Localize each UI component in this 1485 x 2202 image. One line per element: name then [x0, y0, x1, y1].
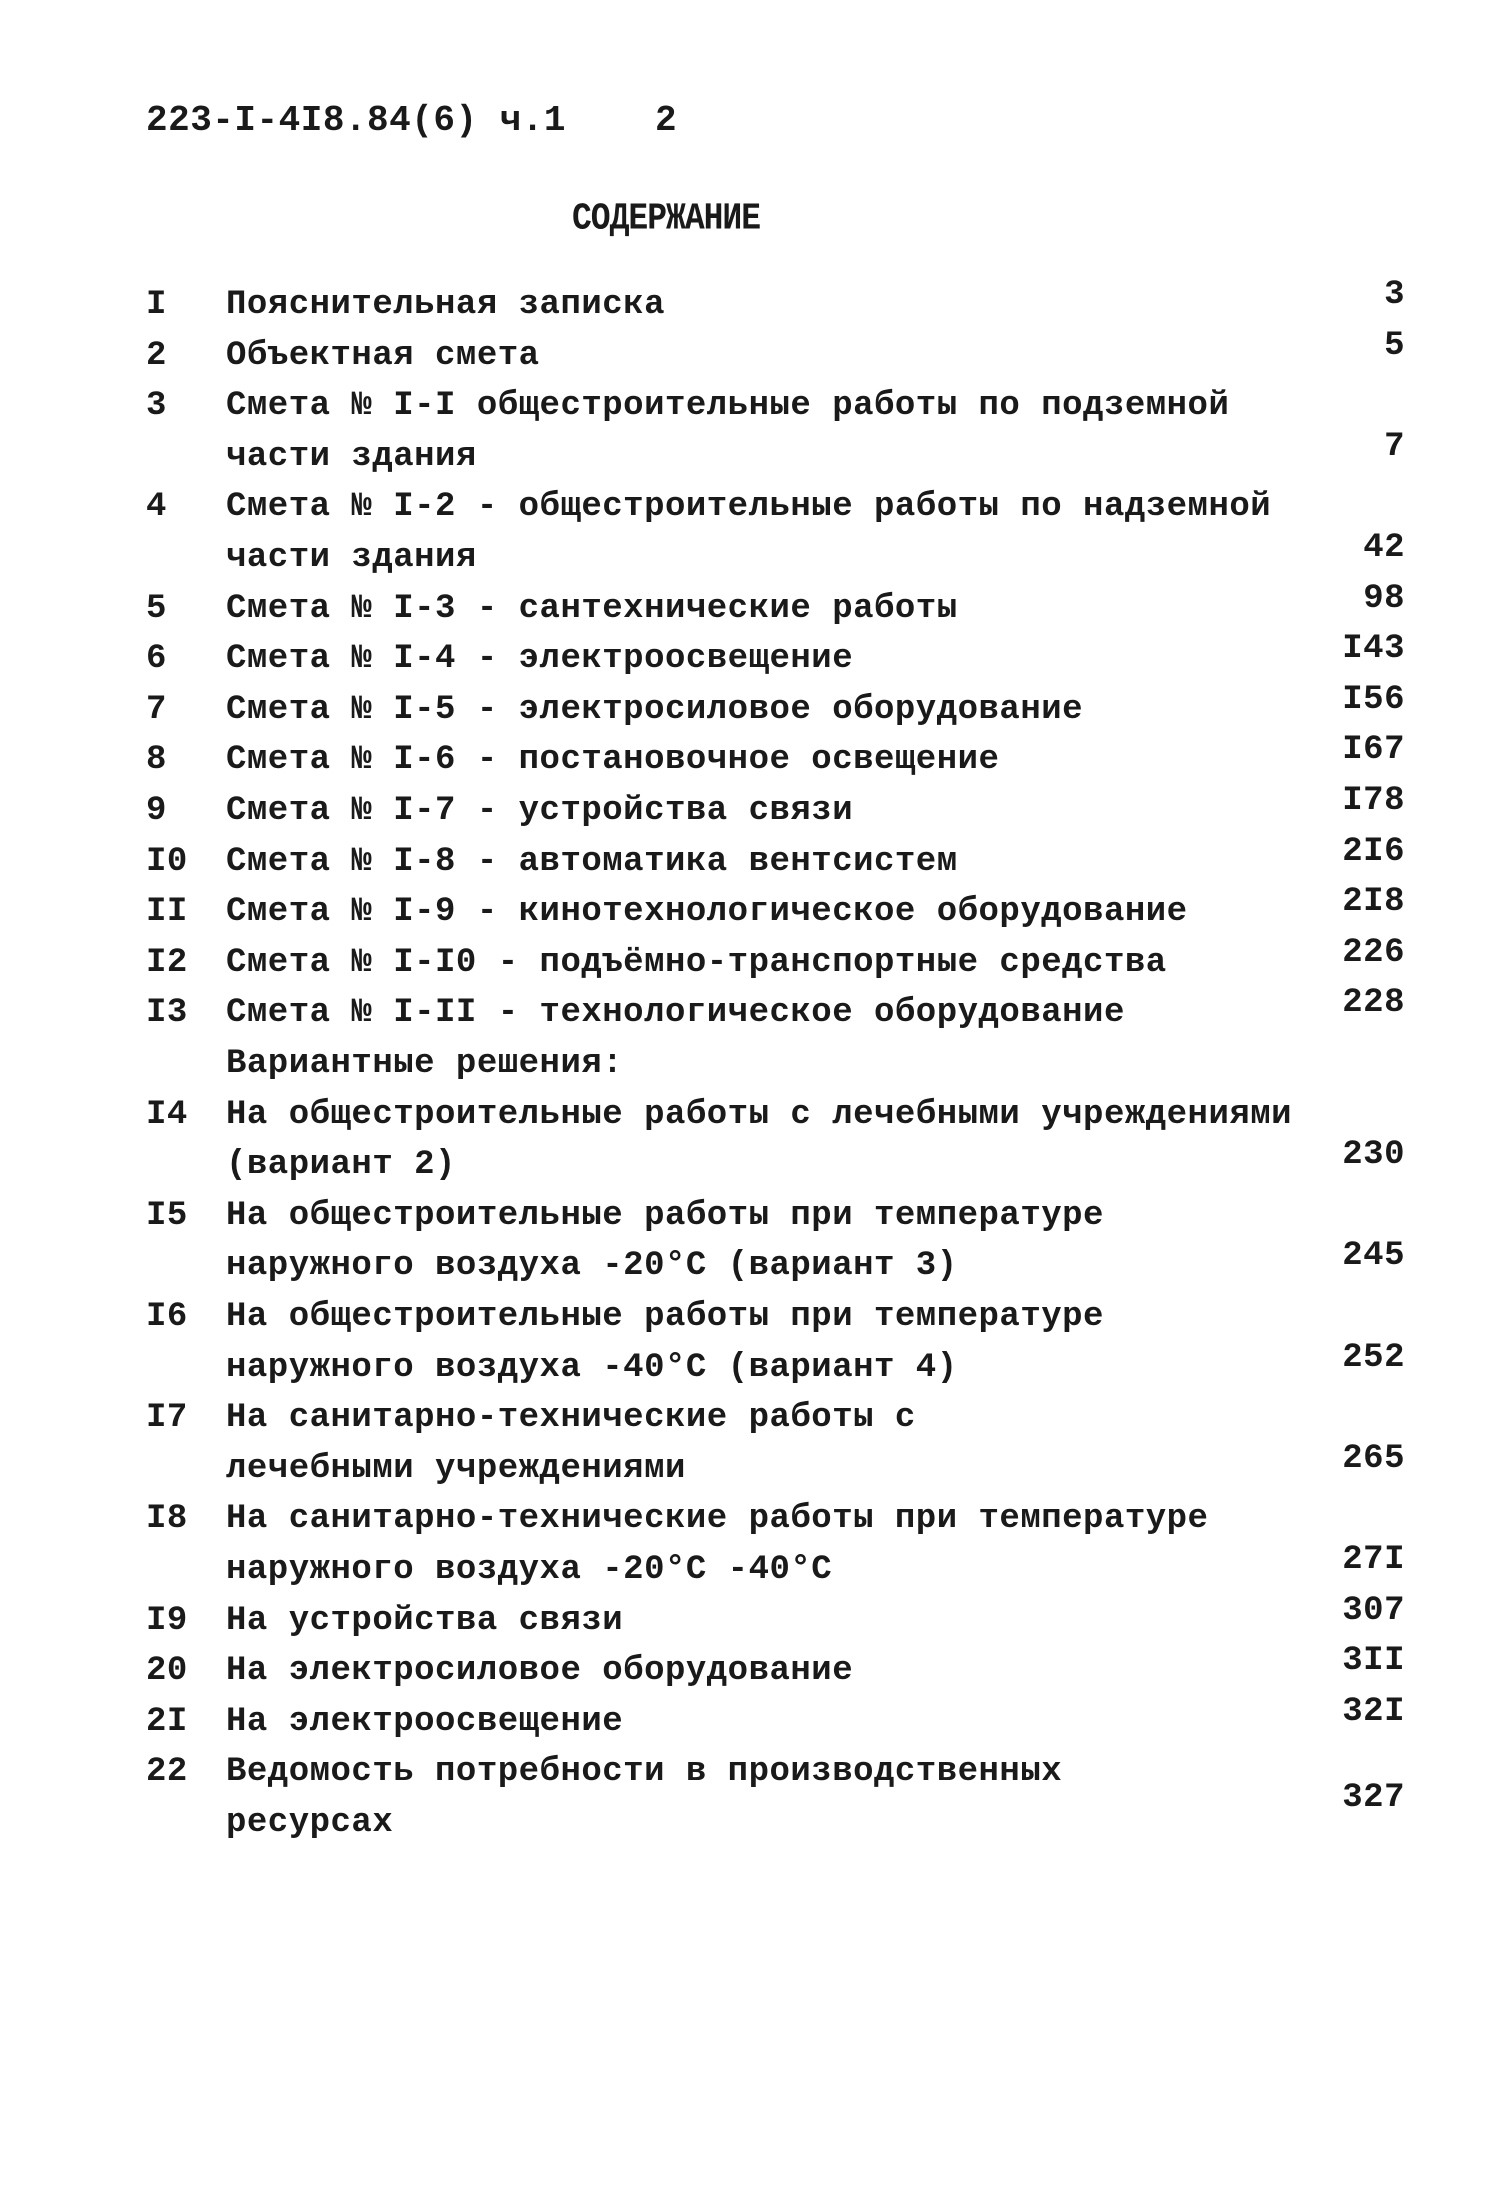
entry-title-line: Смета № I-I0 - подъёмно-транспортные средства	[226, 943, 1167, 982]
entry-page-number: 98	[1363, 579, 1405, 618]
entry-number: I6	[146, 1298, 188, 1336]
entry-number: 5	[146, 589, 167, 628]
entry-page-number: 327	[1342, 1778, 1405, 1817]
entry-number: 4	[146, 488, 167, 527]
entry-title-line: На общестроительные работы с лечебными учреждениями	[226, 1095, 1293, 1134]
entry-page-number: 2I8	[1342, 883, 1405, 922]
entry-title-line: Ведомость потребности в производственных	[226, 1753, 1063, 1792]
entry-number: 8	[146, 741, 167, 780]
entry-title-line: На электросиловое оборудование	[226, 1652, 854, 1691]
entry-page-number: 252	[1342, 1338, 1405, 1377]
entry-title-line: Смета № I-6 - постановочное освещение	[226, 741, 1000, 780]
entry-number: I8	[146, 1500, 188, 1539]
entry-title-line: На устройства связи	[226, 1601, 624, 1640]
entry-number: I9	[146, 1601, 188, 1640]
entry-number: 3	[146, 387, 167, 426]
entry-number: I3	[146, 994, 188, 1033]
entry-title-line: наружного воздуха -20°С (вариант 3)	[226, 1247, 958, 1286]
entry-page-number: 228	[1342, 984, 1405, 1023]
entry-number: II	[146, 893, 188, 932]
entry-title-line: На электроосвещение	[226, 1702, 624, 1741]
entry-page-number: I67	[1342, 731, 1405, 770]
entry-page-number: 42	[1363, 529, 1405, 567]
entry-number: I	[146, 286, 167, 324]
entry-title-line: Смета № I-3 - сантехнические работы	[226, 589, 958, 628]
entry-page-number: 226	[1342, 933, 1405, 972]
entry-number: I7	[146, 1399, 188, 1438]
entry-title-line: Смета № I-5 - электросиловое оборудование	[226, 690, 1084, 729]
entry-page-number: I56	[1342, 680, 1405, 719]
entry-number: 7	[146, 690, 167, 729]
entry-title-line: ресурсах	[226, 1804, 394, 1842]
entry-page-number: 230	[1342, 1136, 1405, 1175]
entry-number: 2	[146, 336, 167, 375]
entry-page-number: I43	[1342, 630, 1405, 669]
entry-title-line: Смета № I-7 - устройства связи	[226, 792, 854, 830]
entry-title-line: Смета № I-4 - электроосвещение	[226, 640, 854, 679]
entry-page-number: 5	[1384, 326, 1405, 365]
entry-number: 20	[146, 1652, 188, 1691]
entry-title-line: Смета № I-II - технологическое оборудование	[226, 994, 1125, 1033]
entry-title-line: наружного воздуха -20°С -40°С	[226, 1551, 833, 1589]
entry-page-number: 265	[1342, 1439, 1405, 1478]
entry-page-number: 307	[1342, 1591, 1405, 1630]
entry-title-line: На санитарно-технические работы при температуре	[226, 1500, 1209, 1539]
entry-number: I2	[146, 943, 188, 982]
entry-title-line: Смета № I-9 - кинотехнологическое оборудование	[226, 893, 1188, 932]
entry-number: 6	[146, 640, 167, 679]
entry-title-line: лечебными учреждениями	[226, 1449, 686, 1488]
document-code: 223-I-4I8.84(6) ч.1	[146, 100, 566, 141]
entry-number: 22	[146, 1753, 188, 1792]
entry-page-number: 32I	[1342, 1692, 1405, 1731]
entry-number: I4	[146, 1095, 188, 1134]
entry-number: 9	[146, 792, 167, 830]
entry-page-number: 3II	[1342, 1642, 1405, 1681]
entry-title-line: наружного воздуха -40°С (вариант 4)	[226, 1348, 958, 1387]
entry-title-line: Вариантные решения:	[226, 1045, 624, 1083]
entry-page-number: 3	[1384, 276, 1405, 314]
entry-number: 2I	[146, 1702, 188, 1741]
entry-page-number: 7	[1384, 427, 1405, 466]
sheet-number: 2	[655, 100, 678, 141]
entry-title-line: части здания	[226, 437, 477, 476]
entry-page-number: 245	[1342, 1237, 1405, 1276]
page-title: СОДЕРЖАНИЕ	[572, 197, 761, 240]
entry-title-line: Смета № I-8 - автоматика вентсистем	[226, 842, 958, 881]
entry-title-line: Пояснительная записка	[226, 286, 665, 324]
entry-number: I5	[146, 1196, 188, 1235]
entry-page-number: 27I	[1342, 1541, 1405, 1579]
entry-title-line: части здания	[226, 539, 477, 577]
entry-title-line: (вариант 2)	[226, 1146, 456, 1185]
entry-title-line: Смета № I-2 - общестроительные работы по надземной	[226, 488, 1272, 527]
entry-page-number: I78	[1342, 782, 1405, 820]
entry-title-line: На общестроительные работы при температуре	[226, 1196, 1104, 1235]
entry-title-line: На общестроительные работы при температуре	[226, 1298, 1104, 1336]
entry-title-line: Смета № I-I общестроительные работы по подземной	[226, 387, 1230, 426]
entry-page-number: 2I6	[1342, 832, 1405, 871]
entry-title-line: На санитарно-технические работы с	[226, 1399, 916, 1438]
entry-number: I0	[146, 842, 188, 881]
entry-title-line: Объектная смета	[226, 336, 540, 375]
